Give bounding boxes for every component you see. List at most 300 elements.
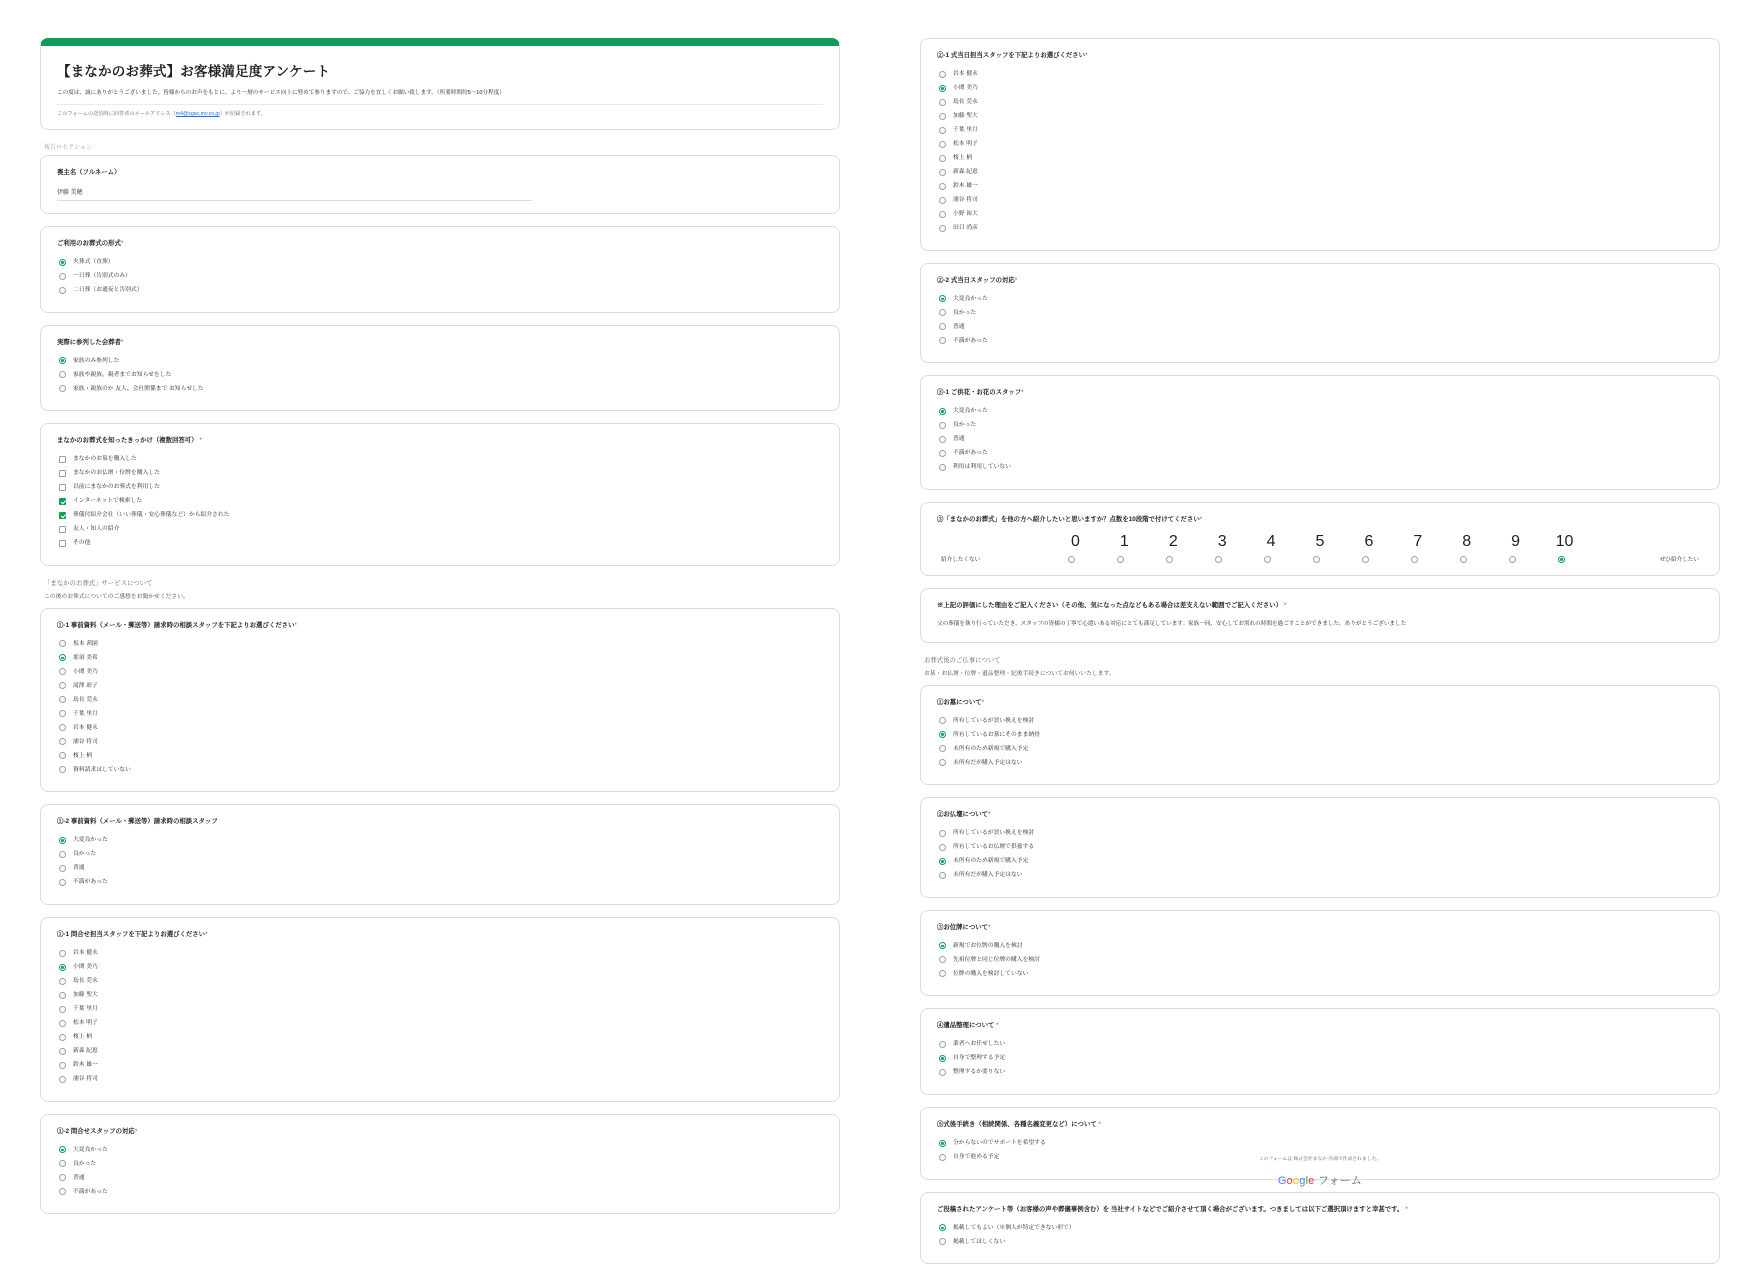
option-row[interactable]	[59, 286, 823, 295]
scale-number: 3	[1217, 533, 1227, 551]
option-label: 那須 美希	[73, 654, 98, 661]
option-row[interactable]	[939, 1068, 1703, 1077]
scale-number: 4	[1266, 533, 1276, 551]
question-title-ihai: ③お位牌について*	[937, 923, 991, 931]
option-row[interactable]	[939, 1054, 1703, 1063]
option-row[interactable]	[939, 730, 1703, 739]
option-row[interactable]	[59, 709, 823, 718]
checkbox-icon[interactable]	[59, 498, 66, 505]
scale-option[interactable]	[1051, 556, 1100, 563]
radio-icon[interactable]	[939, 1224, 946, 1231]
radio-icon[interactable]	[59, 668, 66, 675]
option-row[interactable]	[939, 112, 1703, 121]
option-label: 新森 紀恵	[953, 169, 978, 176]
radio-icon[interactable]	[59, 385, 66, 392]
radio-icon[interactable]	[59, 696, 66, 703]
option-label: 先祖位牌と同じ位牌の購入を検討	[953, 956, 1040, 963]
option-row[interactable]	[59, 864, 823, 873]
option-label: 松本 明子	[73, 1020, 98, 1027]
radio-icon[interactable]	[939, 942, 946, 949]
option-row[interactable]	[59, 539, 823, 548]
radio-icon[interactable]	[1068, 556, 1075, 563]
google-forms-logo: Google フォーム	[1277, 1175, 1363, 1187]
option-row[interactable]	[939, 294, 1703, 303]
option-label: その他	[73, 540, 91, 547]
option-row[interactable]	[939, 224, 1703, 233]
option-row[interactable]	[59, 639, 823, 648]
option-row[interactable]	[939, 941, 1703, 950]
option-row[interactable]	[939, 857, 1703, 866]
radio-icon[interactable]	[1166, 556, 1173, 563]
forms-label: フォーム	[1317, 1175, 1363, 1187]
question-title-doc-staff: ①-1 事前資料（メール・郵送等）請求時の相談スタッフを下記よりお選びください*	[57, 621, 297, 629]
option-row[interactable]	[59, 949, 823, 958]
option-row[interactable]	[59, 850, 823, 859]
option-label: 大変良かった	[73, 837, 108, 844]
option-label: 浦谷 将司	[73, 738, 98, 745]
option-label: 家族や親族、親者までお知らせをした	[73, 371, 172, 378]
question-title-flower: ③-1 ご供花・お花のスタッフ*	[937, 389, 1024, 397]
option-row[interactable]	[939, 1223, 1703, 1232]
option-label: 整理するか要りない	[953, 1069, 1006, 1076]
radio-icon[interactable]	[939, 211, 946, 218]
option-row[interactable]	[939, 196, 1703, 205]
radio-icon[interactable]	[59, 273, 66, 280]
question-card-inquiry-staff	[40, 917, 840, 1102]
option-label: 坂本 茜園	[73, 640, 98, 647]
option-label: 島長 莞永	[73, 696, 98, 703]
option-row[interactable]	[59, 681, 823, 690]
scale-label-right: ぜひ紹介したい	[1659, 557, 1699, 564]
option-row[interactable]	[939, 871, 1703, 880]
section-service-sub: この後のお葬式についてのご感想をお聞かせください。	[44, 593, 189, 600]
right-column	[920, 38, 1720, 1276]
radio-icon[interactable]	[59, 654, 66, 661]
radio-icon[interactable]	[1313, 556, 1320, 563]
option-row[interactable]	[939, 70, 1703, 79]
radio-icon[interactable]	[939, 127, 946, 134]
radio-icon[interactable]	[939, 85, 946, 92]
checkbox-icon[interactable]	[59, 526, 66, 533]
option-label: 浦谷 将司	[73, 1076, 98, 1083]
option-row[interactable]	[59, 497, 823, 506]
radio-icon[interactable]	[939, 225, 946, 232]
radio-icon[interactable]	[59, 978, 66, 985]
radio-icon[interactable]	[59, 259, 66, 266]
scale-option[interactable]	[1296, 556, 1345, 563]
option-label: 利用は利用していない	[953, 464, 1011, 471]
option-label: まなかのお仏壇・位牌を購入した	[73, 470, 160, 477]
question-card-reason	[920, 588, 1720, 642]
scale-number: 5	[1315, 533, 1325, 551]
question-card-ihai	[920, 910, 1720, 997]
scale-option[interactable]	[1491, 556, 1540, 563]
radio-icon[interactable]	[59, 287, 66, 294]
radio-icon[interactable]	[59, 1146, 66, 1153]
scale-number: 7	[1413, 533, 1423, 551]
radio-icon[interactable]	[939, 970, 946, 977]
scale-label-left: 紹介したくない	[941, 557, 981, 564]
option-label: 鈴木 雄一	[953, 183, 978, 190]
option-row[interactable]	[59, 511, 823, 520]
option-label: インターネットで検索した	[73, 498, 143, 505]
radio-icon[interactable]	[59, 964, 66, 971]
radio-icon[interactable]	[939, 197, 946, 204]
scale-option[interactable]	[1100, 556, 1149, 563]
scale-option[interactable]	[1442, 556, 1491, 563]
option-label: 家族のみ参列した	[73, 357, 120, 364]
question-card-name	[40, 155, 840, 214]
form-header-card	[40, 38, 840, 130]
radio-icon[interactable]	[59, 1188, 66, 1195]
radio-icon[interactable]	[59, 1160, 66, 1167]
form-footer	[920, 1155, 1720, 1188]
radio-icon[interactable]	[939, 436, 946, 443]
question-card-knew	[40, 423, 840, 566]
radio-icon[interactable]	[939, 99, 946, 106]
option-row[interactable]	[939, 210, 1703, 219]
radio-icon[interactable]	[59, 865, 66, 872]
option-row[interactable]	[59, 455, 823, 464]
scale-number: 8	[1462, 533, 1472, 551]
option-label: 加藤 聖大	[953, 113, 978, 120]
left-column	[40, 38, 840, 1226]
option-label: 未所有だが購入予定はない	[953, 759, 1023, 766]
radio-icon[interactable]	[59, 1006, 66, 1013]
option-row[interactable]	[59, 751, 823, 760]
question-card-nps	[920, 502, 1720, 577]
option-row[interactable]	[59, 1047, 823, 1056]
option-row[interactable]	[939, 744, 1703, 753]
scale-number-row	[941, 533, 1699, 551]
option-row[interactable]	[59, 384, 823, 393]
radio-icon[interactable]	[59, 837, 66, 844]
option-row[interactable]	[939, 463, 1703, 472]
question-title-items: ④遺品整理について *	[937, 1022, 999, 1030]
checkbox-icon[interactable]	[59, 470, 66, 477]
question-card-funeral-staff	[920, 38, 1720, 251]
option-label: 一日葬（告別式のみ）	[73, 273, 131, 279]
radio-icon[interactable]	[59, 682, 66, 689]
radio-icon[interactable]	[939, 113, 946, 120]
radio-icon[interactable]	[59, 879, 66, 886]
checkbox-icon[interactable]	[59, 512, 66, 519]
radio-icon[interactable]	[59, 851, 66, 858]
radio-icon[interactable]	[939, 1140, 946, 1147]
option-label: 所有しているが買い換えを検討	[953, 830, 1035, 837]
option-label: 不満があった	[73, 879, 108, 886]
radio-icon[interactable]	[939, 295, 946, 302]
radio-icon[interactable]	[939, 745, 946, 752]
option-label: 未所有のため新規で購入予定	[953, 745, 1029, 752]
radio-icon[interactable]	[1460, 556, 1467, 563]
question-title-procedure: ⑤式後手続き（相続関係、各種名義変更など）について *	[937, 1120, 1101, 1128]
option-label: まなかのお墓を購入した	[73, 456, 137, 463]
radio-icon[interactable]	[59, 724, 66, 731]
radio-icon[interactable]	[59, 766, 66, 773]
scale-option[interactable]	[1393, 556, 1442, 563]
option-row[interactable]	[59, 370, 823, 379]
option-row[interactable]	[939, 829, 1703, 838]
radio-icon[interactable]	[939, 759, 946, 766]
option-label: 桜上 柄	[953, 155, 973, 162]
scale-numbers	[1051, 533, 1589, 551]
radio-icon[interactable]	[59, 640, 66, 647]
option-label: 資料請求はしていない	[73, 766, 131, 773]
radio-icon[interactable]	[939, 731, 946, 738]
radio-icon[interactable]	[59, 1048, 66, 1055]
question-title-publish: ご投稿されたアンケート等（お客様の声や葬儀事例含む）を 当社サイトなどでご紹介させて頂く場合がございます。つきましては以下ご選択頂けますと幸甚です。 *	[937, 1205, 1408, 1213]
option-label: 新森 紀恵	[73, 1048, 98, 1055]
option-row[interactable]	[939, 435, 1703, 444]
scale-option[interactable]	[1247, 556, 1296, 563]
radio-icon[interactable]	[59, 950, 66, 957]
option-row[interactable]	[939, 140, 1703, 149]
radio-icon[interactable]	[59, 1062, 66, 1069]
reason-answer[interactable]: 父の葬儀を執り行っていただき、スタッフの皆様の丁寧で心遣いある対応にとても満足しています。家族一同、安心してお別れの時間を過ごすことができました。ありがとうございました	[937, 621, 1407, 628]
option-row[interactable]	[939, 955, 1703, 964]
radio-icon[interactable]	[939, 450, 946, 457]
option-label: 大変良かった	[73, 1146, 108, 1153]
option-label: 分からないのでサポートを希望する	[953, 1140, 1046, 1147]
radio-icon[interactable]	[59, 371, 66, 378]
question-card-doc-staff	[40, 608, 840, 793]
option-row[interactable]	[939, 969, 1703, 978]
option-row[interactable]	[59, 469, 823, 478]
option-label: 掲載してもよい（※個人が特定できない形で）	[953, 1224, 1075, 1231]
option-label: 葬儀付紹介会社（いい葬儀・安心葬儀など）から紹介された	[73, 512, 230, 519]
option-row[interactable]	[939, 716, 1703, 725]
scale-option[interactable]	[1149, 556, 1198, 563]
checkbox-icon[interactable]	[59, 484, 66, 491]
option-row[interactable]	[59, 356, 823, 365]
option-label: 家族・親族のか 友人、会社関係まで お知らせした	[73, 385, 204, 392]
option-label: 火葬式（直葬）	[73, 259, 114, 265]
question-title-reason: ※上記の評価にした理由をご記入ください（その他、気になった点などもある場合は差支えない範囲でご記入ください） *	[937, 602, 1287, 610]
question-title-style: ご利用のお葬式の形式*	[57, 239, 124, 247]
question-card-flower	[920, 375, 1720, 490]
option-row[interactable]	[59, 1033, 823, 1042]
scale-option[interactable]	[1540, 556, 1589, 563]
option-label: 小関 美乃	[73, 964, 98, 971]
option-label: 千葉 里月	[73, 1006, 98, 1013]
radio-icon[interactable]	[939, 1041, 946, 1048]
option-row[interactable]	[59, 1061, 823, 1070]
radio-icon[interactable]	[939, 956, 946, 963]
radio-icon[interactable]	[939, 1069, 946, 1076]
checkbox-icon[interactable]	[59, 456, 66, 463]
option-label: 島長 莞永	[73, 978, 98, 985]
scale-radios	[1051, 556, 1589, 563]
radio-icon[interactable]	[59, 1076, 66, 1083]
option-label: 位牌の購入を検討していない	[953, 970, 1029, 977]
radio-icon[interactable]	[59, 1020, 66, 1027]
option-label: 普通	[73, 1174, 85, 1181]
option-label: 所有しているが買い換えを検討	[953, 717, 1035, 724]
option-row[interactable]	[59, 723, 823, 732]
radio-icon[interactable]	[939, 141, 946, 148]
radio-icon[interactable]	[939, 858, 946, 865]
option-row[interactable]	[939, 154, 1703, 163]
radio-icon[interactable]	[59, 1174, 66, 1181]
radio-icon[interactable]	[939, 155, 946, 162]
radio-icon[interactable]	[939, 71, 946, 78]
radio-icon[interactable]	[939, 1238, 946, 1245]
radio-icon[interactable]	[939, 337, 946, 344]
option-row[interactable]	[59, 963, 823, 972]
option-row[interactable]	[59, 737, 823, 746]
option-row[interactable]	[59, 695, 823, 704]
option-row[interactable]	[59, 878, 823, 887]
page-title: 【まなかのお葬式】お客様満足度アンケート	[57, 64, 331, 79]
form-email-note	[57, 104, 823, 117]
option-label: 掲載してほしくない	[953, 1238, 1006, 1245]
name-input[interactable]: 伊藤 美穂	[57, 187, 532, 201]
option-row[interactable]	[939, 758, 1703, 767]
option-row[interactable]	[939, 1040, 1703, 1049]
option-label: 加藤 聖大	[73, 992, 98, 999]
option-row[interactable]	[939, 168, 1703, 177]
radio-icon[interactable]	[939, 169, 946, 176]
radio-icon[interactable]	[939, 309, 946, 316]
section-contact-label: 報告ロセクション	[44, 145, 92, 152]
question-card-butsudan	[920, 797, 1720, 898]
radio-icon[interactable]	[1362, 556, 1369, 563]
option-row[interactable]	[939, 322, 1703, 331]
option-row[interactable]	[59, 258, 823, 267]
option-label: 所有しているお墓にそのまま納骨	[953, 731, 1040, 738]
radio-icon[interactable]	[939, 872, 946, 879]
option-row[interactable]	[59, 1145, 823, 1154]
option-row[interactable]	[59, 1005, 823, 1014]
option-row[interactable]	[939, 407, 1703, 416]
option-row[interactable]	[59, 765, 823, 774]
option-row[interactable]	[939, 1237, 1703, 1246]
radio-icon[interactable]	[939, 717, 946, 724]
recorded-email: m4@sgac.mv.co.jp	[175, 111, 220, 118]
radio-icon[interactable]	[1215, 556, 1222, 563]
option-row[interactable]	[59, 1019, 823, 1028]
radio-icon[interactable]	[59, 738, 66, 745]
option-row[interactable]	[59, 272, 823, 281]
footer-note: このフォームは 株式会社まなか 内部で作成されました。	[1258, 1157, 1382, 1162]
question-title-attendee: 実際に参列した会葬者*	[57, 338, 124, 346]
option-label: 不満があった	[953, 450, 988, 457]
option-label: 大変良かった	[953, 295, 988, 302]
checkbox-icon[interactable]	[59, 540, 66, 547]
option-label: 岩本 健永	[953, 71, 978, 78]
radio-icon[interactable]	[1117, 556, 1124, 563]
radio-icon[interactable]	[59, 1034, 66, 1041]
option-row[interactable]	[939, 336, 1703, 345]
linear-scale	[937, 533, 1703, 563]
option-row[interactable]	[59, 1173, 823, 1182]
option-row[interactable]	[59, 1187, 823, 1196]
question-title-butsudan: ②お仏壇について*	[937, 811, 991, 819]
radio-icon[interactable]	[939, 464, 946, 471]
option-label: 松本 明子	[953, 141, 978, 148]
radio-icon[interactable]	[59, 357, 66, 364]
option-label: 業者へお任せしたい	[953, 1041, 1006, 1048]
option-label: 桜上 柄	[73, 752, 93, 759]
option-label: 岩本 健永	[73, 724, 98, 731]
radio-icon[interactable]	[939, 408, 946, 415]
radio-icon[interactable]	[939, 844, 946, 851]
option-row[interactable]	[939, 84, 1703, 93]
option-row[interactable]	[59, 667, 823, 676]
option-label: 未所有だが購入予定はない	[953, 872, 1023, 879]
radio-icon[interactable]	[59, 710, 66, 717]
section-after-sub: お墓・お仏壇・位牌・遺品整理・紀後手続きについてお伺いいたします。	[924, 670, 1115, 677]
option-label: 新規でお位牌の購入を検討	[953, 942, 1023, 949]
option-row[interactable]	[59, 1159, 823, 1168]
radio-icon[interactable]	[1411, 556, 1418, 563]
option-row[interactable]	[939, 126, 1703, 135]
option-label: 以前にまなかのお葬式を利用した	[73, 484, 160, 491]
option-row[interactable]	[59, 483, 823, 492]
option-row[interactable]	[59, 1075, 823, 1084]
option-label: 千葉 里月	[953, 127, 978, 134]
option-row[interactable]	[59, 836, 823, 845]
option-row[interactable]	[939, 308, 1703, 317]
option-row[interactable]	[939, 98, 1703, 107]
radio-icon[interactable]	[939, 1055, 946, 1062]
option-label: 未所有のため新規で購入予定	[953, 858, 1029, 865]
option-row[interactable]	[59, 653, 823, 662]
option-label: 普通	[73, 865, 85, 872]
section-service-label: 「まなかのお葬式」サービスについて	[44, 579, 153, 587]
radio-icon[interactable]	[939, 830, 946, 837]
radio-icon[interactable]	[59, 752, 66, 759]
option-row[interactable]	[939, 182, 1703, 191]
radio-icon[interactable]	[59, 992, 66, 999]
question-title-inquiry-staff: ①-1 問合せ担当スタッフを下記よりお選びください*	[57, 931, 208, 938]
radio-icon[interactable]	[939, 183, 946, 190]
option-label: 良かった	[953, 422, 977, 429]
scale-option[interactable]	[1344, 556, 1393, 563]
option-row[interactable]	[939, 1139, 1703, 1148]
question-card-inquiry-eval	[40, 1114, 840, 1215]
option-row[interactable]	[939, 449, 1703, 458]
option-label: 岩本 健永	[73, 950, 98, 957]
question-card-funeral-eval	[920, 263, 1720, 364]
option-label: 鈴木 雄一	[73, 1062, 98, 1069]
radio-icon[interactable]	[939, 323, 946, 330]
option-row[interactable]	[939, 421, 1703, 430]
radio-icon[interactable]	[1558, 556, 1565, 563]
option-label: 普通	[953, 436, 965, 443]
section-after-label: お葬式後のご仏事について	[924, 656, 1001, 664]
scale-number: 1	[1119, 533, 1129, 551]
option-row[interactable]	[59, 991, 823, 1000]
scale-option[interactable]	[1198, 556, 1247, 563]
radio-icon[interactable]	[1264, 556, 1271, 563]
option-row[interactable]	[59, 525, 823, 534]
radio-icon[interactable]	[939, 422, 946, 429]
radio-icon[interactable]	[1509, 556, 1516, 563]
question-title-knew: まなかのお葬式を知ったきっかけ（複数回答可） *	[57, 437, 202, 445]
option-label: 不満があった	[73, 1188, 108, 1195]
question-title-name: 喪主名（フルネーム）	[57, 169, 121, 177]
scale-number: 9	[1511, 533, 1521, 551]
option-row[interactable]	[59, 977, 823, 986]
option-label: 浦谷 将司	[953, 197, 978, 204]
scale-radio-row	[941, 555, 1699, 563]
scale-number: 2	[1168, 533, 1178, 551]
option-row[interactable]	[939, 843, 1703, 852]
scale-number: 10	[1555, 533, 1574, 551]
option-label: 良かった	[953, 309, 977, 316]
